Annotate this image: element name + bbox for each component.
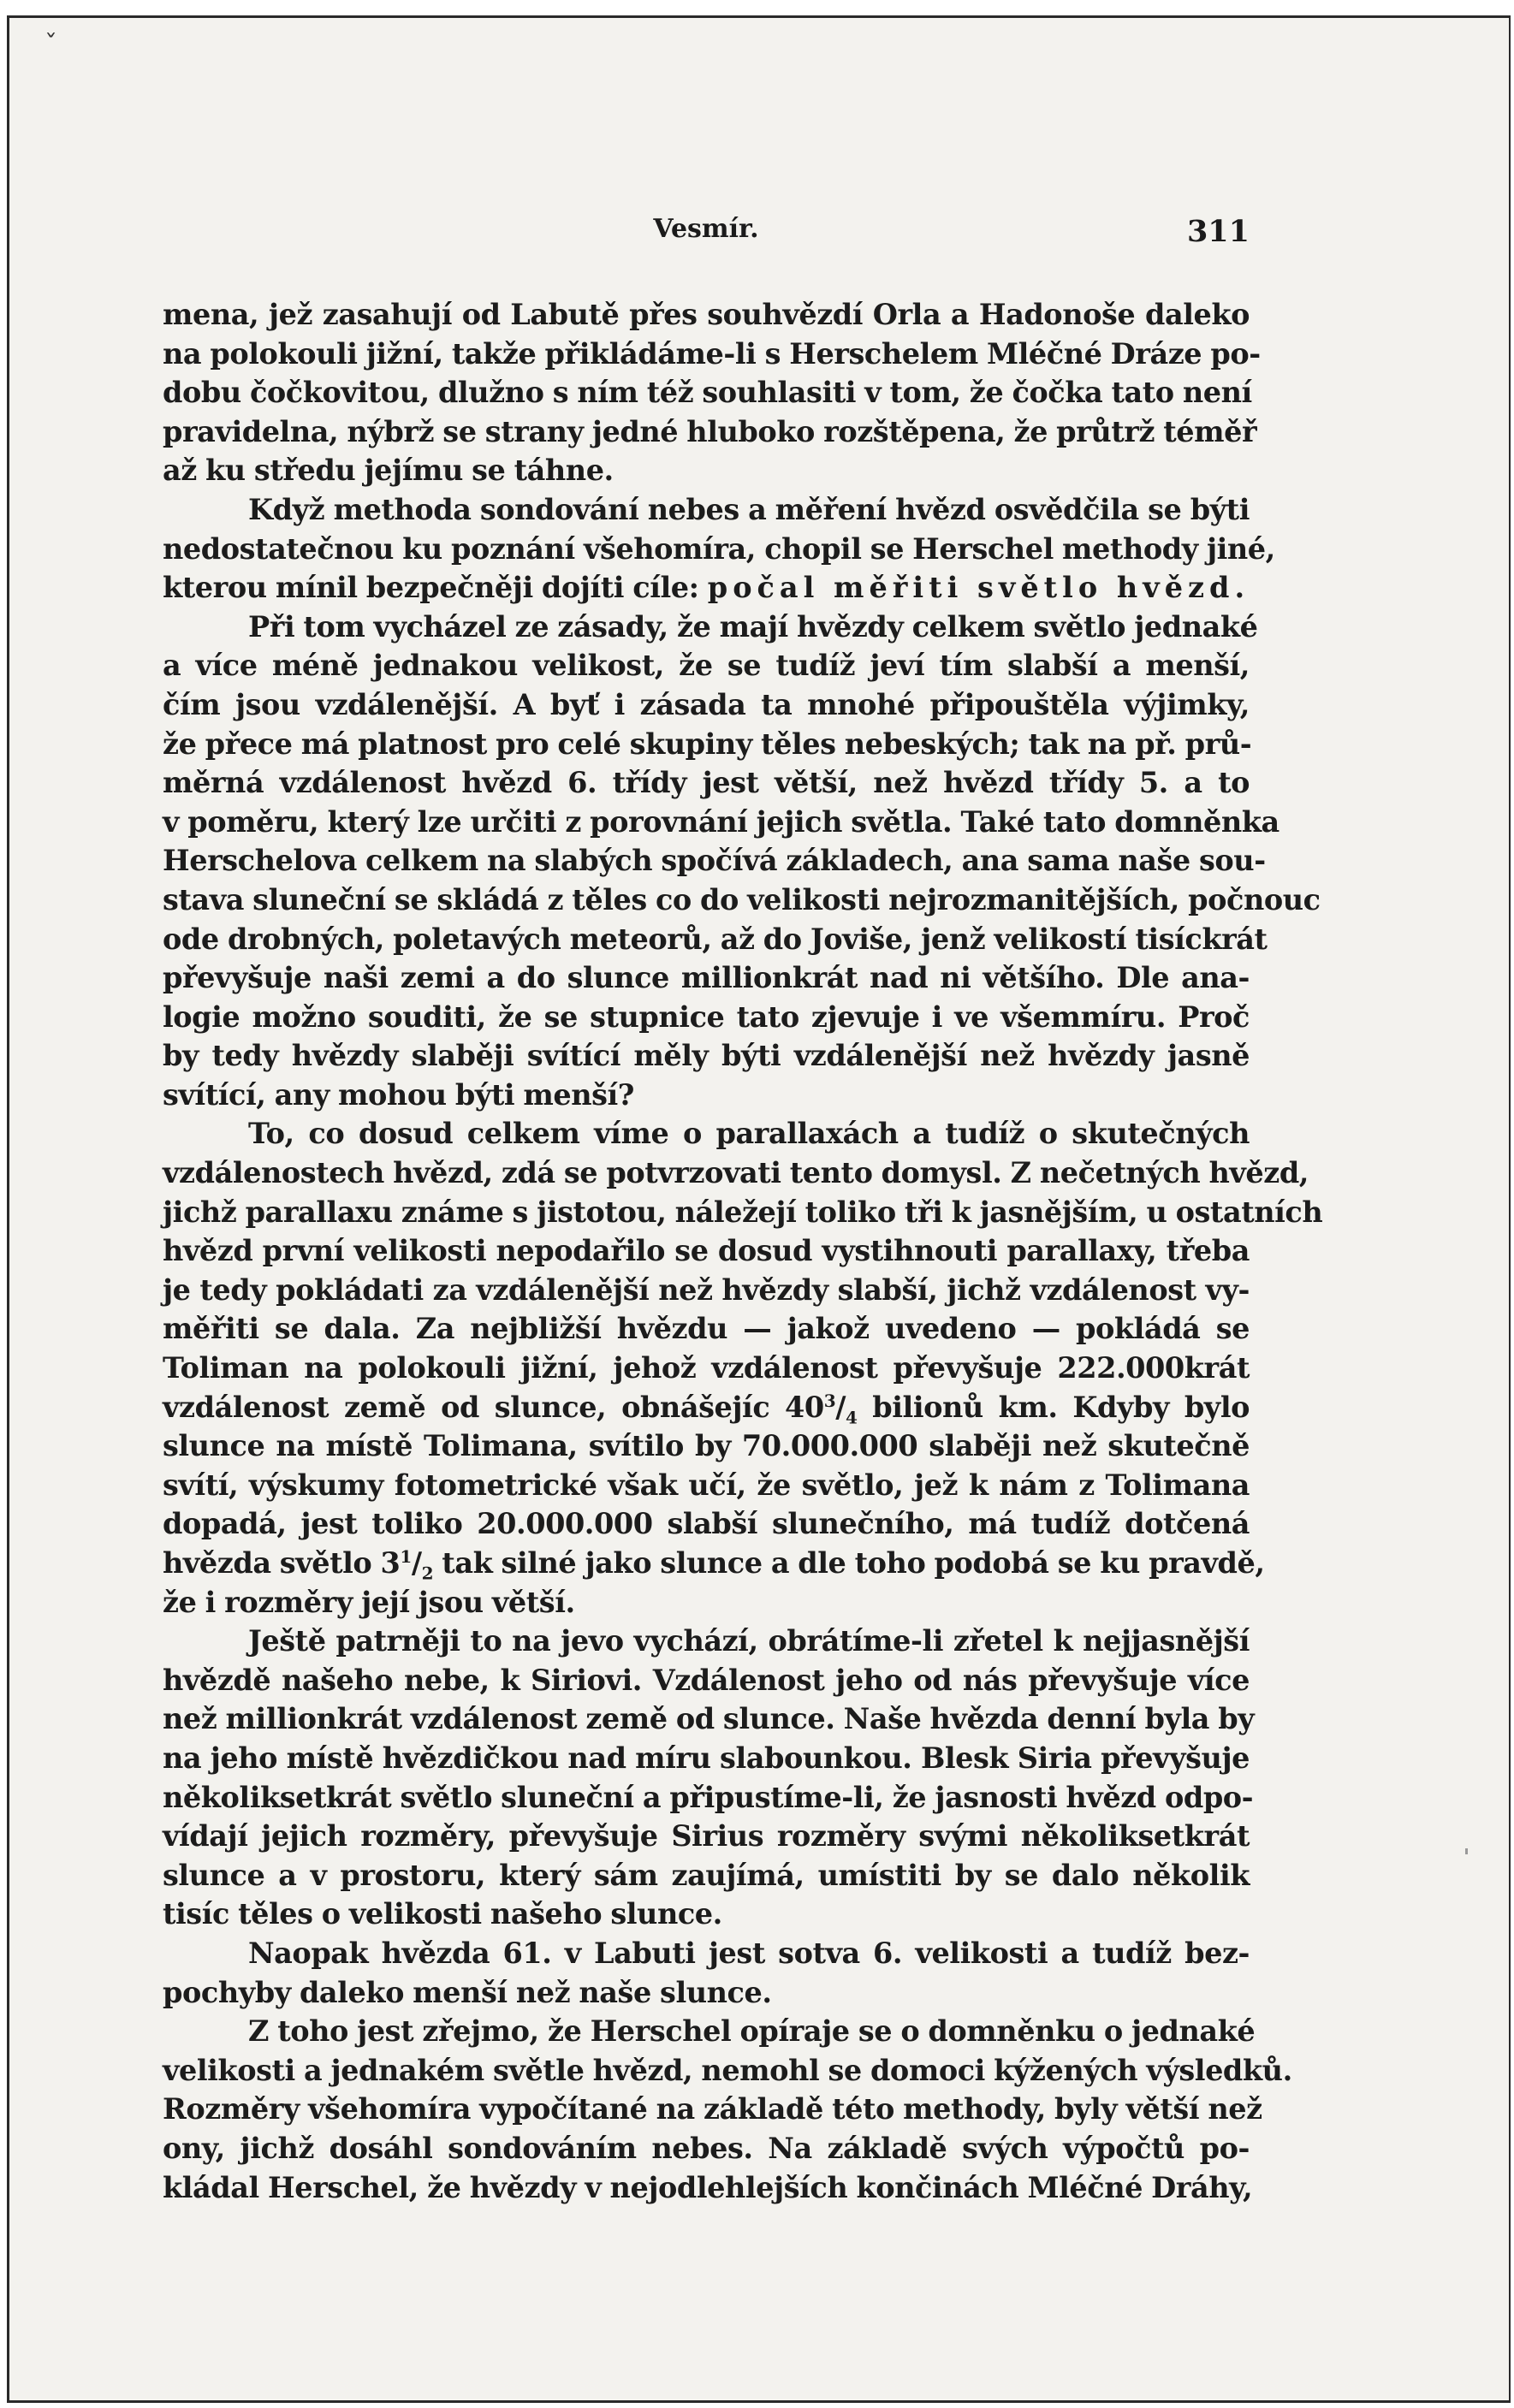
text-line: dobu čočkovitou, dlužno s ním též souhlasiti v tom, že čočka tato není	[163, 376, 1252, 410]
margin-speck	[1465, 1848, 1468, 1854]
text-line: by tedy hvězdy slaběji svítící měly býti vzdálenější než hvězdy jasně	[163, 1039, 1250, 1073]
body-text	[163, 295, 1323, 2204]
text-line: vídají jejich rozměry, převyšuje Sirius rozměry svými několiksetkrát	[163, 1819, 1250, 1853]
text-line: svítí, výskumy fotometrické však učí, že světlo, jež k nám z Tolimana	[163, 1468, 1250, 1502]
fraction-numerator: 3	[823, 1390, 836, 1411]
fraction-slash: /	[835, 1390, 846, 1424]
spaced-emphasis: počal měřiti světlo hvězd.	[707, 571, 1250, 605]
text-line: Toliman na polokouli jižní, jehož vzdálenost převyšuje 222.000krát	[163, 1351, 1250, 1385]
text-line: je tedy pokládati za vzdálenější než hvězdy slabší, jichž vzdálenost vy-	[163, 1272, 1250, 1307]
text-line-prefix: vzdálenost země od slunce, obnášejíc 40	[163, 1390, 824, 1424]
text-line: logie možno souditi, že se stupnice tato zjevuje i ve všemmíru. Proč	[163, 999, 1250, 1034]
text-line-suffix: bilionů km. Kdyby bylo	[857, 1390, 1250, 1424]
text-line: velikosti a jednakém světle hvězd, nemohl se domoci kýžených výsledků.	[163, 2053, 1292, 2087]
text-line: svítící, any mohou býti menší?	[163, 1077, 634, 1112]
text-line: na polokouli jižní, takže přikládáme-li s Herschelem Mléčné Dráze po-	[163, 336, 1261, 371]
text-line: mena, jež zasahují od Labutě přes souhvězdí Orla a Hadonoše daleko	[163, 298, 1250, 331]
text-line: čím jsou vzdálenější. A byť i zásada ta mnohé připouštěla výjimky,	[163, 687, 1250, 721]
text-line: vzdálenostech hvězd, zdá se potvrzovati tento domysl. Z nečetných hvězd,	[163, 1156, 1309, 1190]
text-line: na jeho místě hvězdičkou nad míru slabounkou. Blesk Siria převyšuje	[163, 1741, 1250, 1775]
page-header	[163, 211, 1250, 253]
text-line: Ještě patrněji to na jevo vychází, obrátíme-li zřetel k nejjasnější	[248, 1624, 1250, 1658]
text-line: Rozměry všehomíra vypočítané na základě této methody, byly větší než	[163, 2092, 1262, 2126]
running-title: Vesmír.	[653, 214, 759, 244]
text-line: Když methoda sondování nebes a měření hvězd osvědčila se býti	[248, 492, 1250, 526]
text-line: než millionkrát vzdálenost země od slunce. Naše hvězda denní byla by	[163, 1702, 1255, 1736]
text-line: slunce na místě Tolimana, svítilo by 70.000.000 slaběji než skutečně	[163, 1429, 1250, 1463]
text-line-spaced	[163, 568, 1250, 608]
text-line-prefix: kterou mínil bezpečněji dojíti cíle:	[163, 571, 708, 605]
text-line: ode drobných, poletavých meteorů, až do Joviše, jenž velikostí tisíckrát	[163, 922, 1268, 956]
text-line: kládal Herschel, že hvězdy v nejodlehlejších končinách Mléčné Dráhy,	[163, 2170, 1253, 2204]
text-line-prefix: hvězda světlo 3	[163, 1546, 401, 1580]
text-line-fraction	[163, 1388, 1250, 1427]
text-line: Při tom vycházel ze zásady, že mají hvězdy celkem světlo jednaké	[248, 609, 1258, 644]
text-line: Herschelova celkem na slabých spočívá základech, ana sama naše sou-	[163, 844, 1266, 878]
text-line: dopadá, jest toliko 20.000.000 slabší slunečního, má tudíž dotčená	[163, 1507, 1250, 1541]
fraction-slash: /	[411, 1546, 422, 1580]
text-line: ony, jichž dosáhl sondováním nebes. Na základě svých výpočtů po-	[163, 2131, 1250, 2165]
text-line: hvězd první velikosti nepodařilo se dosud vystihnouti parallaxy, třeba	[163, 1234, 1250, 1268]
text-line: až ku středu jejímu se táhne.	[163, 454, 614, 488]
text-line: slunce a v prostoru, který sám zaujímá, umístiti by se dalo několik	[163, 1858, 1250, 1892]
fraction-denominator: 4	[846, 1407, 858, 1428]
text-line: že i rozměry její jsou větší.	[163, 1585, 575, 1619]
text-line: jichž parallaxu známe s jistotou, náležejí toliko tři k jasnějším, u ostatních	[163, 1195, 1323, 1229]
text-line: že přece má platnost pro celé skupiny těles nebeských; tak na př. prů-	[163, 727, 1252, 761]
text-line-fraction	[163, 1544, 1265, 1584]
corner-speck: ˇ	[45, 30, 57, 60]
text-line: a více méně jednakou velikost, že se tudíž jeví tím slabší a menší,	[163, 649, 1250, 683]
text-line: stava sluneční se skládá z těles co do velikosti nejrozmanitějších, počnouc	[163, 882, 1321, 916]
text-line: pravidelna, nýbrž se strany jedné hluboko rozštěpena, že průtrž téměř	[163, 414, 1257, 448]
text-line: Naopak hvězda 61. v Labuti jest sotva 6. velikosti a tudíž bez-	[248, 1936, 1250, 1970]
text-line: měřiti se dala. Za nejbližší hvězdu — jakož uvedeno — pokládá se	[163, 1312, 1250, 1346]
text-line: v poměru, který lze určiti z porovnání jejich světla. Také tato domněnka	[163, 804, 1279, 839]
text-line: nedostatečnou ku poznání všehomíra, chopil se Herschel methody jiné,	[163, 531, 1275, 566]
text-line: převyšuje naši zemi a do slunce millionkrát nad ni většího. Dle ana-	[163, 961, 1250, 995]
text-line: tisíc těles o velikosti našeho slunce.	[163, 1897, 722, 1931]
text-line: měrná vzdálenost hvězd 6. třídy jest větší, než hvězd třídy 5. a to	[163, 766, 1250, 800]
text-line: několiksetkrát světlo sluneční a připustíme-li, že jasnosti hvězd odpo-	[163, 1780, 1254, 1814]
fraction-numerator: 1	[400, 1545, 412, 1567]
text-line: hvězdě našeho nebe, k Siriovi. Vzdálenost jeho od nás převyšuje více	[163, 1663, 1250, 1697]
text-line: Z toho jest zřejmo, že Herschel opíraje se o domněnku o jednaké	[248, 2014, 1256, 2049]
text-line: To, co dosud celkem víme o parallaxách a tudíž o skutečných	[248, 1117, 1250, 1151]
page-number: 311	[1186, 214, 1250, 249]
text-line-suffix: tak silné jako slunce a dle toho podobá se ku pravdě,	[433, 1546, 1265, 1580]
fraction-denominator: 2	[421, 1563, 434, 1584]
text-line: pochyby daleko menší než naše slunce.	[163, 1975, 772, 2009]
